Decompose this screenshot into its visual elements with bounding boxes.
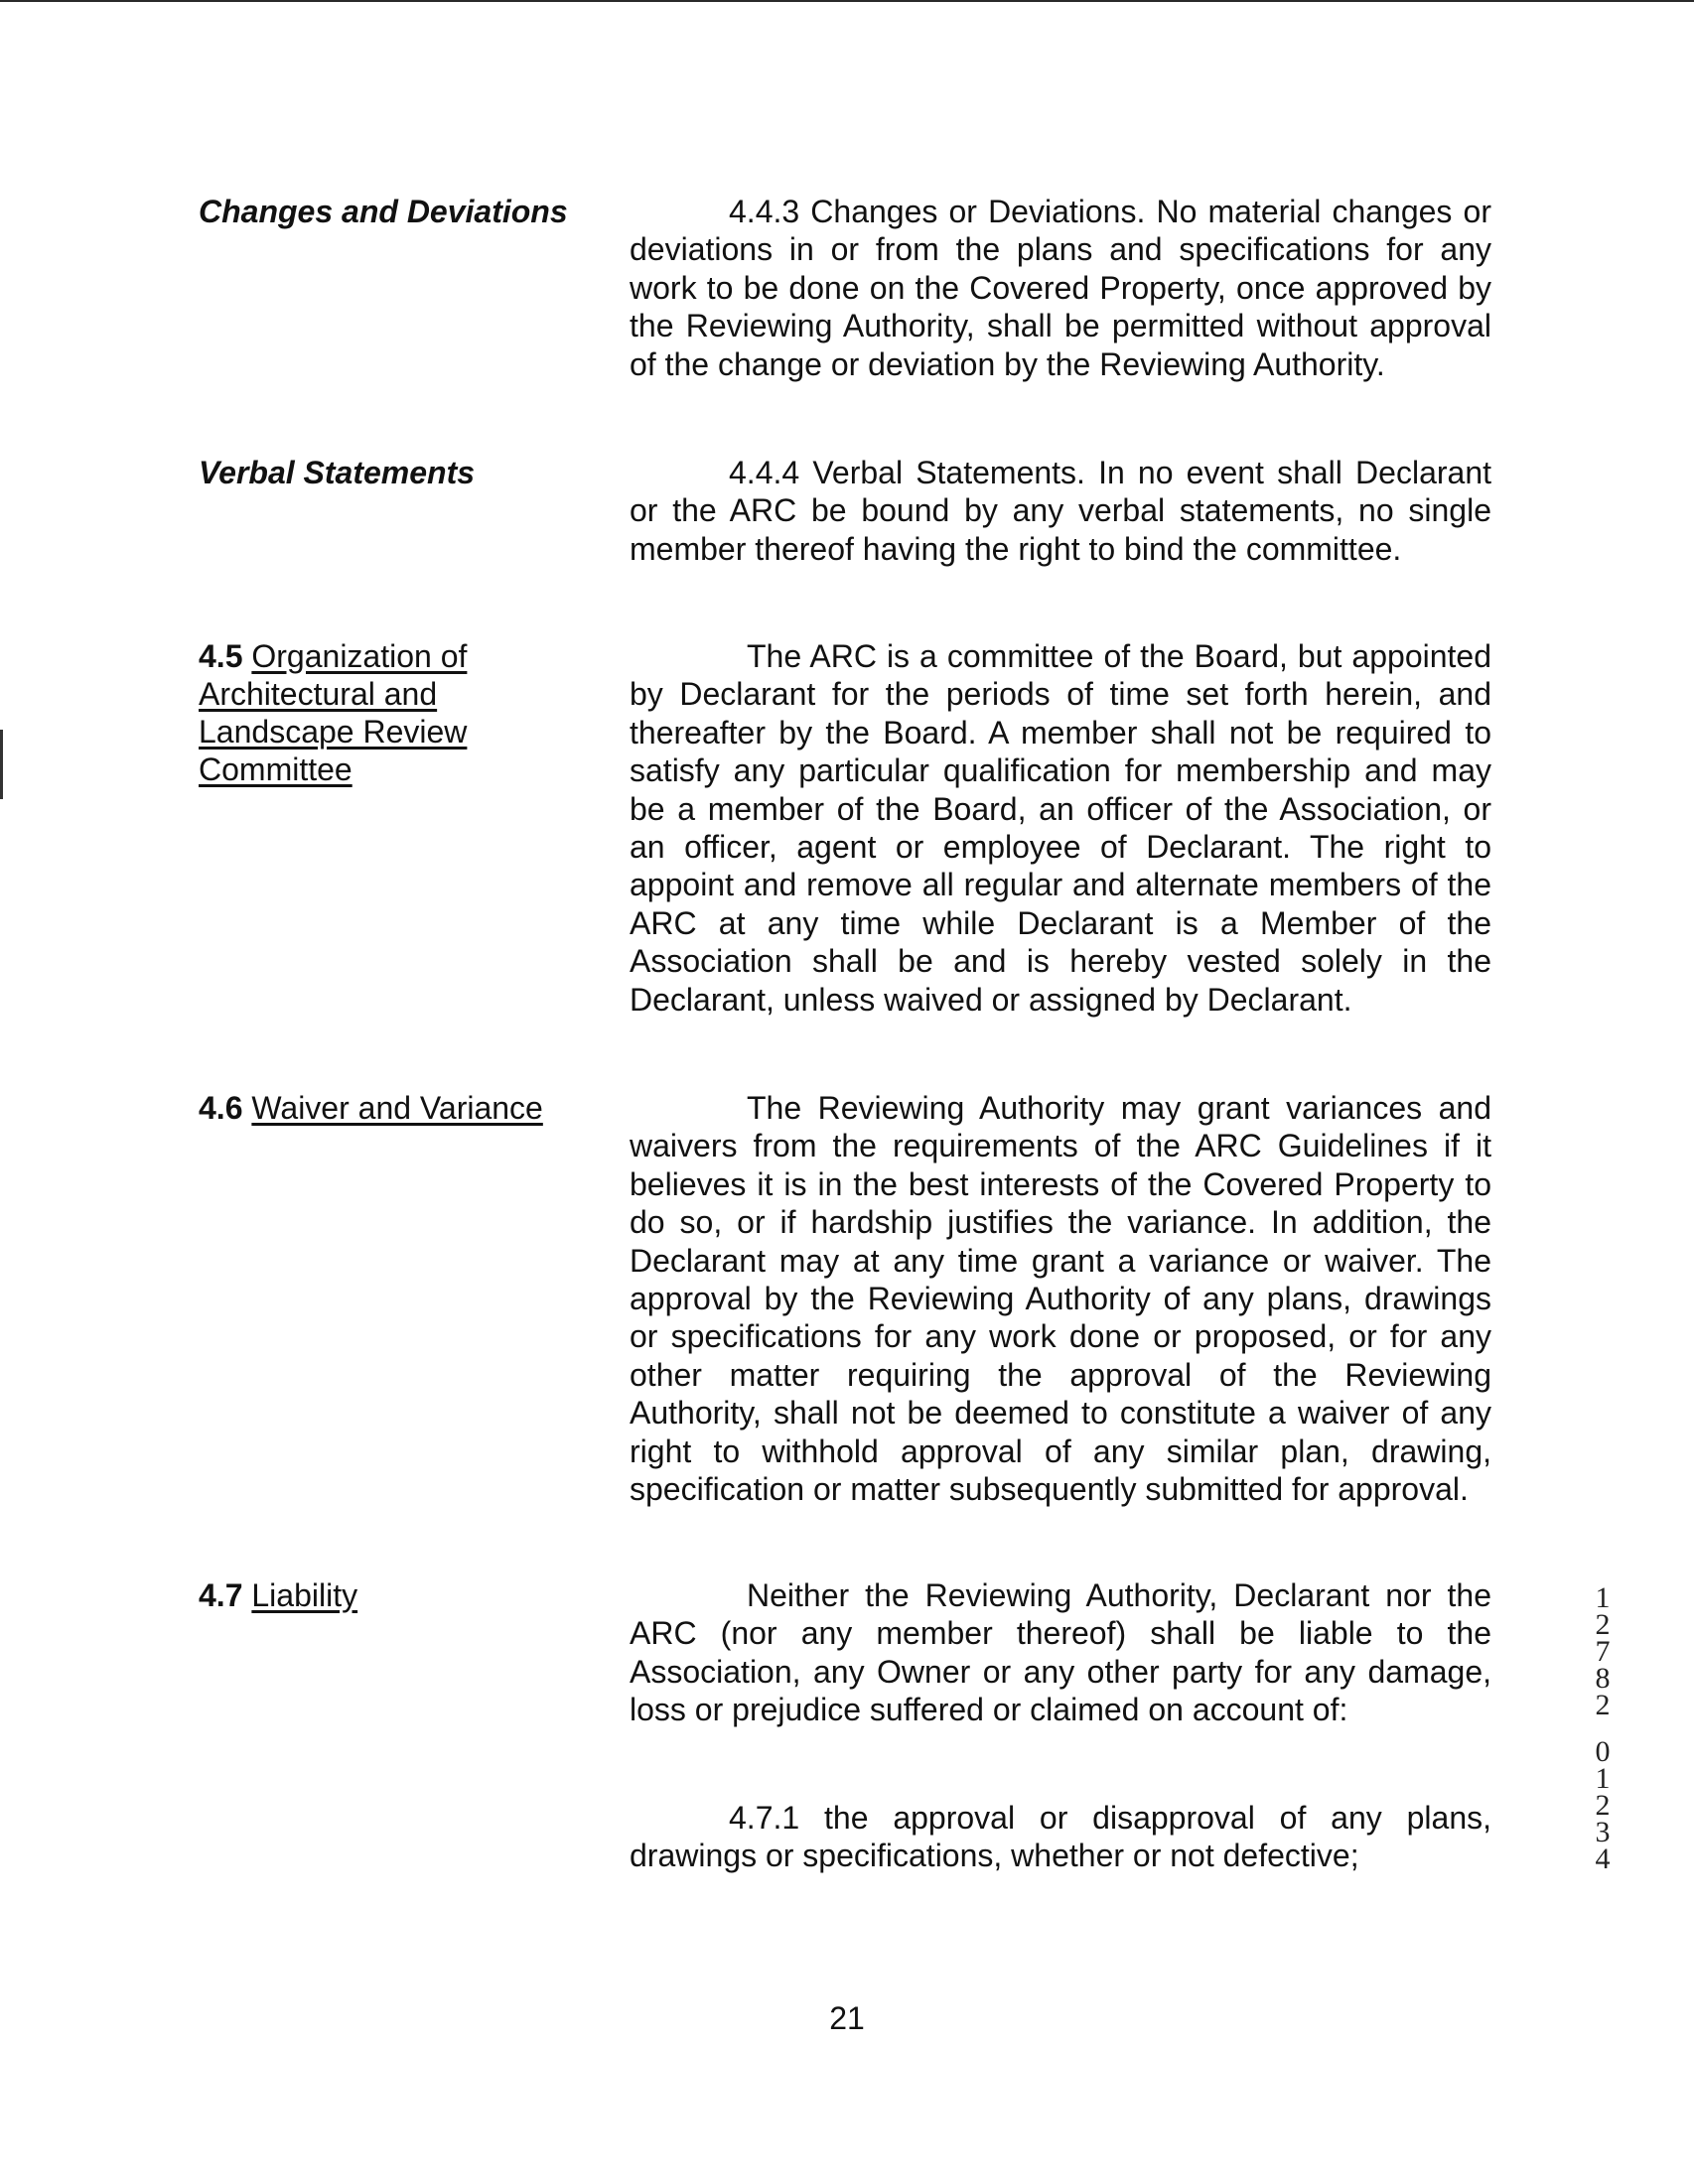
side-heading-changes-and-deviations: Changes and Deviations	[199, 194, 568, 229]
section-number: 4.5	[199, 638, 243, 674]
scan-left-mark	[0, 730, 3, 799]
side-heading-4-5	[199, 637, 526, 788]
bates-digit: 4	[1595, 1843, 1611, 1875]
side-heading-4-7	[199, 1576, 596, 1614]
bates-digit: 1	[1595, 1581, 1611, 1614]
paragraph-4-4-3: 4.4.3 Changes or Deviations. No material changes or deviations in or from the plans and specifications for any work to be done on the Covered Property, once approved by the Reviewing Authority, shall be permitted without approval of the change or deviation by the Reviewing Authority.	[630, 194, 1491, 382]
paragraph-4-4-4: 4.4.4 Verbal Statements. In no event shall Declarant or the ARC be bound by any verbal statements, no single member thereof having the right to bind the committee.	[630, 455, 1491, 567]
bates-digit: 7	[1595, 1635, 1611, 1668]
section-title: Liability	[251, 1577, 358, 1613]
section-title: Organization of Architectural and Landscape Review Committee	[199, 638, 468, 787]
section-number: 4.7	[199, 1577, 243, 1613]
paragraph-4-6: The Reviewing Authority may grant variances and waivers from the requirements of the ARC Guidelines if it believes it is in the best interests of the Covered Property to do so, or if hardship justifies the variance. In addition, the Declarant may at any time grant a variance or waiver. The approval by the Reviewing Authority of any plans, drawings or specifications for any work done or proposed, or for any other matter requiring the approval of the Reviewing Authority, shall not be deemed to constitute a waiver of any right to withhold approval of any similar plan, drawing, specification or matter subsequently submitted for approval.	[630, 1090, 1491, 1508]
scan-top-edge	[0, 0, 1694, 2]
bates-digit: 0	[1595, 1735, 1611, 1768]
bates-digit: 2	[1595, 1789, 1611, 1822]
bates-digit: 1	[1595, 1762, 1611, 1795]
bates-stamp	[1583, 1581, 1623, 1875]
section-title: Waiver and Variance	[251, 1090, 543, 1126]
bates-digit: 2	[1595, 1608, 1611, 1641]
bates-digit: 8	[1595, 1662, 1611, 1695]
paragraph-4-5: The ARC is a committee of the Board, but appointed by Declarant for the periods of time set forth herein, and thereafter by the Board. A member shall not be required to satisfy any particular qualification for membership and may be a member of the Board, an officer of the Association, or an officer, agent or employee of Declarant. The right to appoint and remove all regular and alternate members of the ARC at any time while Declarant is a Member of the Association shall be and is hereby vested solely in the Declarant, unless waived or assigned by Declarant.	[630, 638, 1491, 1018]
bates-digit: 2	[1595, 1689, 1611, 1721]
side-heading-verbal-statements: Verbal Statements	[199, 455, 476, 490]
paragraph-4-7-1: 4.7.1 the approval or disapproval of any plans, drawings or specifications, whether or not defective;	[630, 1800, 1491, 1874]
paragraph-4-7: Neither the Reviewing Authority, Declarant nor the ARC (nor any member thereof) shall be liable to the Association, any Owner or any other party for any damage, loss or prejudice suffered or claimed on account of:	[630, 1577, 1491, 1728]
bates-digit: 3	[1595, 1816, 1611, 1848]
section-number: 4.6	[199, 1090, 243, 1126]
side-heading-4-6	[199, 1089, 596, 1127]
page-number: 21	[829, 2000, 865, 2036]
